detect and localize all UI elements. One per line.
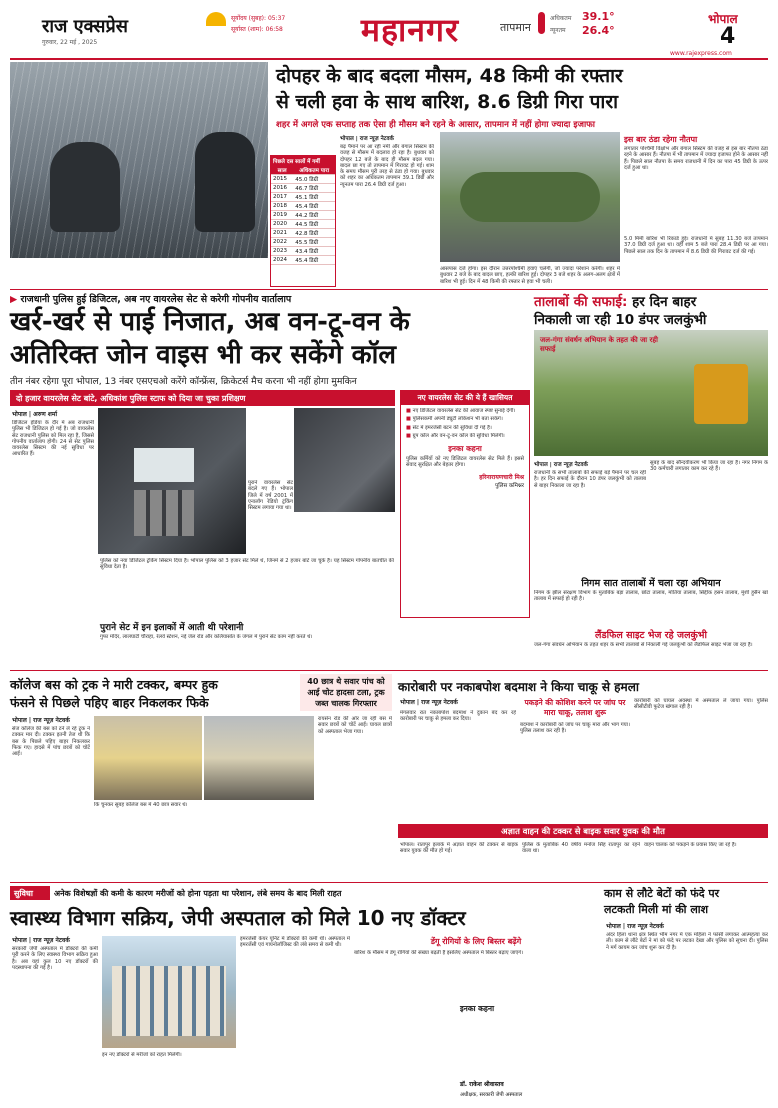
story3-body1: राजधानी के सभी तालाबों की सफाई बड़े पैमाने पर चल रही है। हर दिन सफाई के दौरान 10 डंपर जलकुंभी को तालाब से बाहर निकाला जा रहा है।: [534, 470, 646, 489]
city-name: भोपाल: [708, 12, 738, 26]
story2-body2: पुलिस को नया डिजिटल ट्रंकिंग सिस्टम दिया है। भोपाल पुलिस को 3 हजार सेट मिले थे, जिनमें से 2 हजार बांटे जा चुके हैं। यह सिस्टम गोपनीय बातचीत की सुविधा देता है।: [100, 558, 394, 571]
heat-table-row: [271, 202, 335, 211]
kicker-arrow-icon: ▶: [10, 294, 21, 305]
story3-sub-body: निगम के झील संरक्षण विभाग के मुताबिक बड़ा तालाब, छोटा तालाब, मोतिया तालाब, सिद्दीक हसन तालाब, मुंशी हुसैन खां तालाब में सफाई हो रही है।: [534, 590, 768, 603]
story1-byline: भोपाल | राज न्यूज़ नेटवर्क: [340, 136, 394, 142]
story7-body1: सरकारी जेपी अस्पताल में डॉक्टरों की कमी पूरी करने के लिए स्वास्थ्य विभाग सक्रिय हुआ है। अब यहां कुल 10 नए डॉक्टरों की पदस्थापना की गई है।: [12, 946, 98, 971]
heat-year-cell: 2019: [271, 211, 293, 220]
heat-temp-cell: 43.4 डिग्री: [293, 247, 335, 256]
heat-year-cell: 2021: [271, 229, 293, 238]
story4-byline: भोपाल | राज न्यूज़ नेटवर्क: [12, 717, 70, 724]
story1-headline-1: दोपहर के बाद बदला मौसम, 48 किमी की रफ्तार: [276, 65, 623, 87]
heat-table-title: पिछले दस सालों में गर्मी: [271, 156, 335, 166]
story7-kicker-tag: सुविधा: [10, 886, 50, 900]
story7-sub: डेंगू रोगियों के लिए बिस्तर बढ़ेंगे: [430, 937, 522, 946]
heat-year-cell: 2020: [271, 220, 293, 229]
radio-screen: [134, 448, 194, 482]
story7-quote-role: अधीक्षक, सरकारी जेपी अस्पताल: [460, 1092, 523, 1098]
features-list: [401, 405, 529, 444]
story3-byline: भोपाल | राज न्यूज़ नेटवर्क: [534, 462, 588, 468]
story2-byline: भोपाल | अरुण शर्मा: [12, 411, 57, 418]
story2-mini-head: पुराने सेट में इन इलाकों में आती थी परेशानी: [100, 623, 244, 633]
max-value: 39.1°: [582, 10, 615, 23]
story2-headline-1: खर्र-खर्र से पाई निजात, अब वन-टू-वन के: [10, 307, 410, 337]
story1-col4: 5.0 मिमी बारिश भी रिकार्ड हुई। राजधानी में सुबह 11.30 बजे तापमान 37.0 डिग्री दर्ज हुआ था। वहीं शाम 5 बजे पारा 28.4 डिग्री पर आ गया। पिछले साल तक दिन के तापमान में 8.6 डिग्री की गिरावट दर्ज की गई।: [624, 236, 768, 255]
hospital-building: [112, 966, 226, 1036]
max-label: अधिकतम: [550, 15, 572, 22]
bullet-icon: ■: [406, 432, 413, 439]
story2-headline-2: अतिरिक्त जोन वाइस भी कर सकेंगे कॉल: [10, 340, 396, 370]
story1-side-title: इस बार ठंडा रहेगा नौतपा: [624, 135, 698, 144]
story5-sub: पकड़ने की कोशिश करने पर जांघ पर मारा चाकू, तलाश शुरू: [524, 698, 626, 717]
thermometer-icon: [538, 12, 545, 34]
story3-headline-1: [534, 292, 768, 310]
edition-date: गुरुवार, 22 मई , 2025: [42, 39, 98, 46]
heat-year-cell: 2018: [271, 202, 293, 211]
bullet-icon: ■: [406, 416, 413, 423]
heat-temp-cell: 45.0 डिग्री: [293, 175, 335, 184]
heat-table-row: [271, 256, 335, 265]
sun-icon: [206, 12, 226, 26]
story5-headline: कारोबारी पर नकाबपोश बदमाश ने किया चाकू से हमला: [398, 680, 639, 694]
heat-temp-cell: 45.4 डिग्री: [293, 256, 335, 265]
story5-body2: बदमाश ने कारोबारी को जांघ पर चाकू मारा और भाग गया। पुलिस तलाश कर रही है।: [520, 722, 630, 735]
heat-temp-cell: 42.8 डिग्री: [293, 229, 335, 238]
features-box-quote: पुलिस कर्मियों को नए डिजिटल वायरलेस सेट मिले हैं। इससे संवाद सुरक्षित और बेहतर होगा।: [406, 456, 524, 469]
quote-role: पुलिस कमिश्नर: [495, 482, 524, 489]
story1-col2: आसपास दर्ज होगा। इस दौरान उत्तरपश्चिमी हवाएं चलेंगी, जो ज्यादा परेशान करेंगी। शहर में बुधवार 2 बजे के बाद बादल छाए, हल्की बारिश हुई। दोपहर 3 बजे शहर के अलग-अलग क्षेत्रों में बारिश भी हुई। दिन में 48 किमी की रफ्तार से हवा भी चली।: [440, 266, 620, 285]
features-box: [400, 390, 530, 618]
story6-body3: वाहन चालक को पकड़ने के प्रयास किए जा रहे हैं।: [644, 842, 737, 848]
story2-photo-caption: पुराने वायरलेस सेट बदले गए हैं। भोपाल जिले में वर्ष 2001 में एनालॉग रेडियो ट्रंकिंग सिस्टम लगाया गया था।: [248, 480, 293, 512]
heat-table-row: [271, 247, 335, 256]
divider-3: [10, 882, 768, 883]
heat-table-row: [271, 175, 335, 184]
heat-year-cell: 2016: [271, 184, 293, 193]
divider-1: [10, 289, 768, 290]
heat-temp-cell: 44.2 डिग्री: [293, 211, 335, 220]
story1-headline-2: से चली हवा के साथ बारिश, 8.6 डिग्री गिरा पारा: [276, 91, 619, 113]
story5-body1: मंगलवार रात नकाबपोश बदमाश ने दुकान बंद कर रहे कारोबारी पर चाकू से हमला कर दिया।: [400, 710, 516, 723]
story7-body3: इन नए डॉक्टरों से मरीजों को राहत मिलेगी।: [102, 1052, 182, 1058]
story2-mini-body: गुफा मंदिर, लालघाटी चौराहा, रेलवे स्टेशन, नई जेल रोड और कलियासोत के जंगल में पुराने सेट काम नहीं करते थे।: [100, 634, 313, 640]
story4-side: 40 छात्र थे सवार पांच को आई चोट हादसा टला, ट्रक जब्त चालक गिरफ्तार: [300, 674, 392, 711]
story7-quote-name: डॉ. राकेश श्रीवास्तव: [460, 1081, 504, 1088]
heat-temp-cell: 44.5 डिग्री: [293, 220, 335, 229]
story8-headline-2: लटकती मिली मां की लाश: [604, 903, 709, 916]
bullet-icon: ■: [406, 408, 413, 414]
story2-kicker: [10, 292, 530, 305]
story6-headline: अज्ञात वाहन की टक्कर से बाइक सवार युवक की मौत: [398, 824, 768, 838]
story8-body: अंदर हिला थाना क्षेत्र स्थित भीम नगर में एक महिला ने फांसी लगाकर आत्महत्या कर ली। काम से लौटे बेटों ने मां को फंदे पर लटका देखा और पुलिस को सूचना दी। पुलिस ने मर्ग कायम कर जांच शुरू कर दी है।: [606, 932, 768, 951]
heat-year-cell: 2017: [271, 193, 293, 202]
brand-center: महानगर: [360, 11, 460, 49]
story8-byline: भोपाल | राज न्यूज़ नेटवर्क: [606, 923, 664, 930]
story4-headline-2: फंसने से पिछले पहिए बाहर निकलकर फिके: [10, 695, 209, 710]
website: www.rajexpress.com: [670, 50, 732, 57]
bullet-icon: ■: [406, 424, 413, 431]
wireless-set-photo: [98, 408, 246, 554]
hospital-photo: [102, 936, 236, 1048]
min-value: 26.4°: [582, 24, 615, 37]
motorcycle-rider: [195, 132, 255, 232]
story7-body2: इमरजेंसी केयर यूनिट में डॉक्टरों की कमी थी। अस्पताल में इमरजेंसी एवं गायनोलॉजिस्ट की लंबे समय से कमी थी।: [240, 936, 350, 949]
story4-body2: रायसेन रोड की ओर जा रही बस में सवार छात्रों को चोटें आईं। घायल छात्रों को अस्पताल भेजा गया।: [318, 716, 392, 735]
story2-banner: दो हजार वायरलेस सेट बांटे, अधिकांश पुलिस स्टाफ को दिया जा चुका प्रशिक्षण: [10, 390, 395, 406]
features-box-sub: इनका कहना: [448, 444, 482, 454]
story3-sub-body-2: जल-गंगा संवर्धन अभियान के तहत शहर के सभी तालाबों से निकाली गई जलकुंभी को लैंडफिल साइट भेजा जा रहा है।: [534, 642, 753, 648]
scooter-rider: [50, 142, 120, 232]
story6-body2: पुलिस के मुताबिक 40 वर्षीय मनोज सिंह रातापुर का रहने वाला था।: [522, 842, 640, 855]
heat-table-row: [271, 238, 335, 247]
page-number: 4: [720, 24, 736, 49]
feature-item: [406, 416, 524, 422]
heat-table-grid: [271, 166, 335, 265]
story4-caption: कि चुनकर सुबह कॉलेज बस में 40 छात्र सवार थे।: [94, 802, 188, 808]
story4-headline-1: कॉलेज बस को ट्रक ने मारी टक्कर, बम्पर हुक: [10, 677, 218, 692]
feature-item: [406, 433, 524, 439]
heat-temp-cell: 45.1 डिग्री: [293, 193, 335, 202]
story1-subhead: शहर में अगले एक सप्ताह तक ऐसा ही मौसम बने रहने के आसार, तापमान में नहीं होगा ज्यादा इजाफा: [276, 120, 596, 130]
heat-temp-cell: 45.4 डिग्री: [293, 202, 335, 211]
story3-headline-1a: तालाबों की सफाई:: [534, 294, 628, 310]
wireless-set-photo-2: [294, 408, 395, 512]
story8-headline-1: काम से लौटे बेटों को फंदे पर: [604, 887, 720, 900]
heat-col-temp: अधिकतम पारा: [293, 166, 335, 175]
story7-kicker: अनेक विशेषज्ञों की कमी के कारण मरीजों को होना पड़ता था परेशान, लंबे समय के बाद मिली राहत: [54, 889, 342, 898]
feature-text: ग्रुप कॉल और वन-टू-वन कॉल की सुविधा मिलेगी।: [412, 432, 505, 439]
heat-year-cell: 2024: [271, 256, 293, 265]
radio-keypad: [134, 490, 194, 536]
heat-year-cell: 2023: [271, 247, 293, 256]
brand-left-text: राज एक्सप्रेस: [42, 16, 128, 37]
fallen-tree-photo: [440, 132, 620, 262]
sunset: सूर्यास्त (शाम): 06:58: [231, 26, 283, 33]
min-label: न्यूनतम: [550, 27, 566, 34]
story2-body1: डिजिटल इंडिया के दौर में अब राजधानी पुलिस भी डिजिटल हो गई है। जो वायरलेस सेट राजधानी पुलिस को मिल रहा है, जिससे गोपनीय वार्तालाप होगी। 24 से सेट पुलिस वायरलेस सिस्टम की नई सुविधा पर आधारित हैं।: [12, 420, 94, 458]
heat-table: [270, 155, 336, 287]
story3-headline-1b: हर दिन बाहर: [632, 294, 697, 310]
heat-temp-cell: 45.5 डिग्री: [293, 238, 335, 247]
bus-photo-1: [94, 716, 202, 800]
story1-col1: बढ़ पैमाने पर आ रही नमी और बंगाल सिस्टम की वजह से मौसम में बदलाव हो रहा है। बुधवार को दोपहर 12 बजे के बाद ही मौसम बदल गया। बादल छा गए तो तापमान में गिरावट हो गई। शाम के समय मौसम पूरी तरह से ठंडा हो गया। बुधवार को शहर का अधिकतम तापमान 39.1 डिग्री और न्यूनतम पारा 26.4 डिग्री दर्ज हुआ।: [340, 144, 434, 188]
feature-text: नए डिजिटल वायरलेस सेट की आवाज स्पष्ट सुनाई देगी।: [412, 408, 516, 414]
story3-sub-head-2: लैंडफिल साइट भेज रहे जलकुंभी: [595, 630, 707, 641]
story3-headline-2: निकाली जा रही 10 डंपर जलकुंभी: [534, 312, 707, 328]
story3-sub-head: निगम सात तालाबों में चला रहा अभियान: [581, 578, 721, 589]
masthead: [10, 8, 768, 60]
story1-col3: लगातार पश्चिमी विक्षोभ और बंगाल सिस्टम की वजह से इस बार नौतपा ठंडा रहने के आसार हैं। नौतपा में भी तापमान में ज्यादा इजाफा होने के आसार नहीं हैं। पिछले साल नौतपा के समय राजधानी में दिन का पारा 45 डिग्री के ऊपर दर्ज हुआ था।: [624, 146, 768, 171]
story5-byline: भोपाल | राज न्यूज़ नेटवर्क: [400, 699, 458, 706]
story3-body2: सुबह के बाद सौन्दर्यीकरण भी किया जा रहा है। नगर निगम के 30 कर्मचारी लगातार काम कर रहे हैं।: [650, 460, 768, 473]
feature-item: [406, 425, 524, 431]
heat-table-row: [271, 193, 335, 202]
story2-kicker-text: राजधानी पुलिस हुई डिजिटल, अब नए वायरलेस सेट से करेगी गोपनीय वार्तालाप: [20, 294, 292, 305]
feature-text: सेट में इमरजेंसी बटन की सुविधा दी गई है।: [412, 424, 492, 431]
heat-table-row: [271, 184, 335, 193]
sunrise: सूर्योदय (सुबह): 05:37: [231, 15, 286, 22]
quote-name: हरिनारायणचारी मिश्र: [479, 473, 524, 481]
excavator: [694, 364, 748, 424]
story7-headline: स्वास्थ्य विभाग सक्रिय, जेपी अस्पताल को मिले 10 नए डॉक्टर: [10, 906, 466, 930]
heat-table-row: [271, 220, 335, 229]
temp-label: तापमान: [500, 21, 531, 34]
story4-body: सेज कॉलेज की बस को टर्न ले रहे ट्रक ने टक्कर मार दी। टक्कर इतनी तेज थी कि बस के पिछले पहिए बाहर निकलकर फिक गए। हादसे में पांच छात्रों को चोटें आईं।: [12, 726, 90, 758]
heat-year-cell: 2022: [271, 238, 293, 247]
story7-byline: भोपाल | राज न्यूज़ नेटवर्क: [12, 937, 70, 944]
feature-item: [406, 408, 524, 414]
story2-subhead: तीन नंबर रहेगा पूरा भोपाल, 13 नंबर एसएचओ करेंगे कॉन्फ्रेंस, क्रिकेटर्स मैच करना भी नहीं होगा मुमकिन: [10, 376, 357, 387]
heat-year-cell: 2015: [271, 175, 293, 184]
story7-quote-head: इनका कहना: [460, 1004, 495, 1013]
heat-table-row: [271, 211, 335, 220]
story3-photo-note: जल-गंगा संवर्धन अभियान के तहत की जा रही सफाई: [540, 336, 658, 353]
heat-col-year: साल: [271, 166, 293, 175]
divider-2: [10, 670, 768, 671]
features-box-title: नए वायरलेस सेट की ये हैं खासियत: [401, 391, 529, 405]
heat-temp-cell: 46.7 डिग्री: [293, 184, 335, 193]
bus-photo-2: [204, 716, 314, 800]
feature-text: पुलिसकर्मी अपनी ड्यूटी लोकेशन भी बता सकेंगे।: [412, 416, 503, 423]
heat-table-row: [271, 229, 335, 238]
tree-branches: [460, 172, 600, 222]
story5-body3: कारोबारी को घायल अवस्था में अस्पताल ले जाया गया। पुलिस सीसीटीवी फुटेज खंगाल रही है।: [634, 698, 768, 711]
rain-photo: [10, 62, 268, 258]
story7-sub-body: बारिश के मौसम में डेंगू रोगियों की संख्या बढ़ती है इसलिए अस्पताल में बिस्तर बढ़ाए जाएंगे।: [354, 950, 524, 956]
story6-body1: भोपाल। रातापुर इलाके में अज्ञात वाहन की टक्कर से बाइक सवार युवक की मौत हो गई।: [400, 842, 518, 855]
